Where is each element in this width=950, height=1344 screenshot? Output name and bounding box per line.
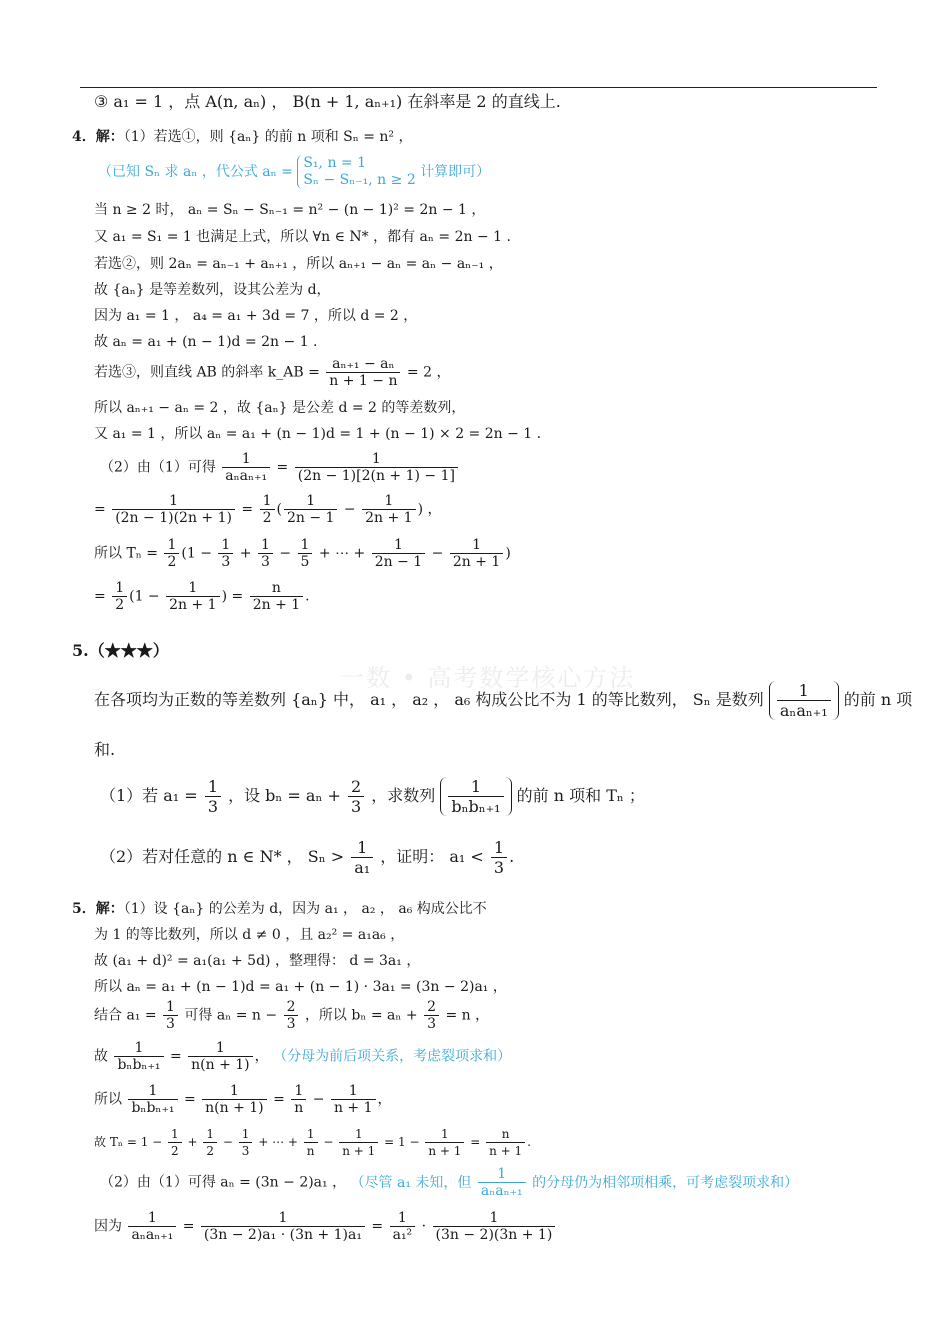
solution-5-line-8: 故 Tₙ = 1 − $\frac{1}{2}$ + $\frac{1}{2}$ − $\frac{1}{3}$ + ⋯ + $\frac{1}{n}$ − $\frac{1}{n + 1}$ = 1 − $\frac{1}{n + 1}$ = $\frac{n}{n + 1}$ . xyxy=(94,1127,531,1158)
solution-4-part-2-line-1: （2）由（1）可得 $\frac{1}{\text{aₙaₙ₊₁}}$ = $\frac{1}{(2n - 1)[2(n + 1) - 1]}$ xyxy=(100,451,460,484)
solution-5-line-2: 为 1 的等比数列，所以 d ≠ 0 ，且 a₂² = a₁a₆ ， xyxy=(94,927,405,943)
question-5-part-1: （1）若 a₁ = $\frac{1}{3}$ ，设 bₙ = aₙ + $\frac{2}{3}$ ，求数列 $\frac{1}{\text{bₙbₙ₊₁}}$ 的前 n 项和 Tₙ ； xyxy=(100,777,645,816)
solution-5-part-2-line-2: 因为 $\frac{1}{\text{aₙaₙ₊₁}}$ = $\frac{1}{\text{(3n − 2)a₁ · (3n + 1)a₁}}$ = $\frac{1}{\text{a₁²}}$ · $\frac{1}{(3n - 2)(3n + 1)}$ xyxy=(94,1210,557,1243)
solution-4-heading: 4．解： xyxy=(72,129,124,145)
question-5-part-2: （2）若对任意的 n ∈ N* ， Sₙ > $\frac{1}{\text{a₁}}$ ，证明： a₁ < $\frac{1}{3}$ . xyxy=(100,838,515,877)
solution-5-line-6: 故 $\frac{1}{\text{bₙbₙ₊₁}}$ = $\frac{1}{n(n + 1)}$ ， （分母为前后项关系，考虑裂项求和） xyxy=(94,1040,512,1073)
solution-4-line-7: 故 aₙ = a₁ + (n − 1)d = 2n − 1 . xyxy=(94,334,318,350)
solution-4-part-2-line-2: = $\frac{1}{(2n - 1)(2n + 1)}$ = $\frac{1}{2}$ ( $\frac{1}{2n - 1}$ − $\frac{1}{2n + 1}$ ) ， xyxy=(94,493,442,526)
solution-5-heading: 5．解： xyxy=(72,901,124,917)
solution-4-line-1: 4．解：（1）若选①，则 {aₙ} 的前 n 项和 Sₙ = n² ， xyxy=(72,129,413,145)
solution-5-line-5: 结合 a₁ = $\frac{1}{3}$ 可得 aₙ = n − $\frac{2}{3}$ ，所以 bₙ = aₙ + $\frac{2}{3}$ = n ， xyxy=(94,999,490,1032)
solution-5-line-3: 故 (a₁ + d)² = a₁(a₁ + 5d) ，整理得： d = 3a₁ ， xyxy=(94,953,421,969)
header-rule xyxy=(80,87,877,88)
solution-4-line-10: 又 a₁ = 1 ，所以 aₙ = a₁ + (n − 1)d = 1 + (n − 1) × 2 = 2n − 1 . xyxy=(94,426,542,442)
solution-5-part-2-line-1: （2）由（1）可得 aₙ = (3n − 2)a₁ ， （尽管 a₁ 未知，但 $\frac{1}{\text{aₙaₙ₊₁}}$ 的分母仍为相邻项相乘，可考虑裂项求和） xyxy=(100,1166,799,1199)
solution-4-hint: （已知 Sₙ 求 aₙ ，代公式 aₙ = S₁, n = 1 Sₙ − Sₙ₋₁, n ≥ 2 计算即可） xyxy=(98,155,491,188)
solution-4-line-5: 故 {aₙ} 是等差数列，设其公差为 d， xyxy=(94,282,331,298)
solution-5-hint-2: （尽管 a₁ 未知，但 $\frac{1}{\text{aₙaₙ₊₁}}$ 的分母仍为相邻项相乘，可考虑裂项求和） xyxy=(350,1166,799,1199)
solution-5-line-4: 所以 aₙ = a₁ + (n − 1)d = a₁ + (n − 1) · 3a₁ = (3n − 2)a₁ ， xyxy=(94,979,507,995)
solution-4-sum-line: 所以 Tₙ = $\frac{1}{2}$ (1 − $\frac{1}{3}$ + $\frac{1}{3}$ − $\frac{1}{5}$ + ⋯ + $\frac{1}{2n - 1}$ − $\frac{1}{2n + 1}$ ) xyxy=(94,537,511,570)
solution-5-line-1: 5．解：（1）设 {aₙ} 的公差为 d，因为 a₁ ， a₂ ， a₆ 构成公比不 xyxy=(72,901,487,917)
solution-4-line-2: 当 n ≥ 2 时， aₙ = Sₙ − Sₙ₋₁ = n² − (n − 1)² = 2n − 1 ， xyxy=(94,202,486,218)
solution-4-line-9: 所以 aₙ₊₁ − aₙ = 2 ，故 {aₙ} 是公差 d = 2 的等差数列， xyxy=(94,400,466,416)
question-5-heading: 5.（★★★） xyxy=(72,641,169,660)
question-5-statement-cont: 和. xyxy=(94,740,116,759)
solution-4-line-6: 因为 a₁ = 1 ， a₄ = a₁ + 3d = 7 ，所以 d = 2 ， xyxy=(94,308,418,324)
solution-4-line-3: 又 a₁ = S₁ = 1 也满足上式，所以 ∀n ∈ N* ，都有 aₙ = 2n − 1 . xyxy=(94,229,511,245)
solution-5-line-7: 所以 $\frac{1}{\text{bₙbₙ₊₁}}$ = $\frac{1}{n(n + 1)}$ = $\frac{1}{n}$ − $\frac{1}{n + 1}$ ， xyxy=(94,1083,392,1116)
solution-5-hint-1: （分母为前后项关系，考虑裂项求和） xyxy=(273,1048,512,1065)
condition-3-line: ③ a₁ = 1 ，点 A(n, aₙ) ， B(n + 1, aₙ₊₁) 在斜率是 2 的直线上. xyxy=(94,92,561,111)
solution-4-result-line: = $\frac{1}{2}$ (1 − $\frac{1}{2n + 1}$ ) = $\frac{n}{2n + 1}$ . xyxy=(94,580,310,613)
piecewise-cases: S₁, n = 1 Sₙ − Sₙ₋₁, n ≥ 2 xyxy=(297,155,415,189)
slope-fraction: $\frac{\text{aₙ₊₁ − aₙ}}{n + 1 - n}$ xyxy=(326,356,400,389)
solution-4-slope-line: 若选③，则直线 AB 的斜率 k_AB = $\frac{\text{aₙ₊₁ − aₙ}}{n + 1 - n}$ = 2 ， xyxy=(94,356,451,389)
watermark: 一数 • 高考数学核心方法 xyxy=(340,664,636,692)
solution-4-line-4: 若选②，则 2aₙ = aₙ₋₁ + aₙ₊₁ ，所以 aₙ₊₁ − aₙ = aₙ − aₙ₋₁ ， xyxy=(94,256,503,272)
question-5-statement: 在各项均为正数的等差数列 {aₙ} 中， a₁ ， a₂ ， a₆ 构成公比不为 1 的等比数列， Sₙ 是数列 $\frac{1}{\text{aₙaₙ₊₁}}$ 的前 n 项 xyxy=(94,681,913,720)
